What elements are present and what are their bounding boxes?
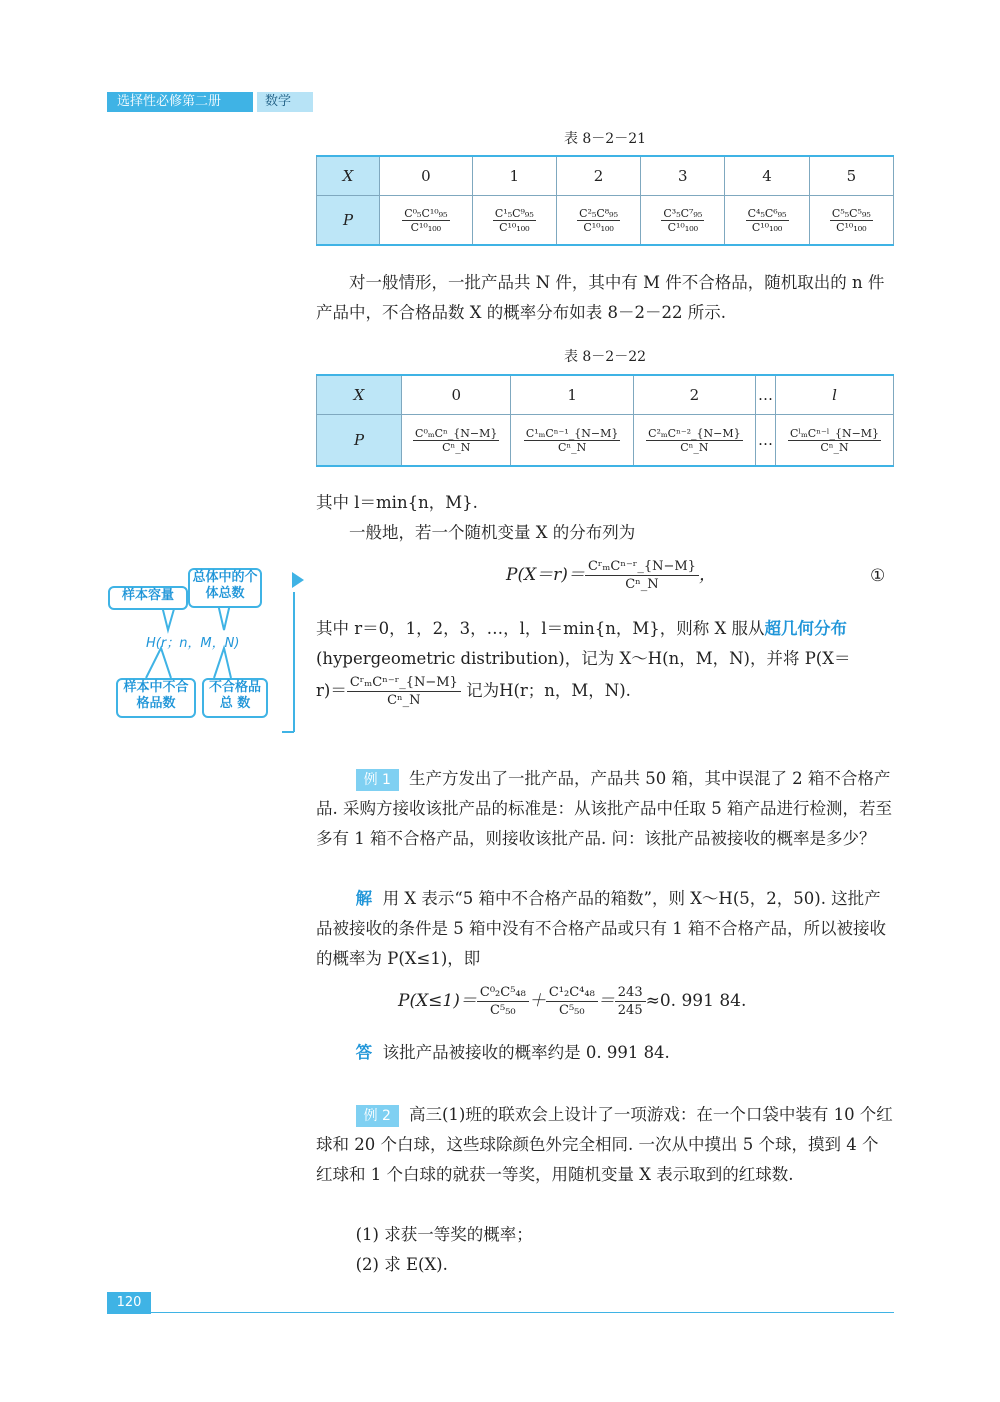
frac-den: C¹⁰₁₀₀ xyxy=(410,220,442,234)
general-intro: 一般地，若一个随机变量 X 的分布列为 xyxy=(349,523,636,542)
example2-q2: (2) 求 E(X). xyxy=(355,1255,448,1274)
table1-p-cell xyxy=(472,196,556,246)
frac-den: C¹⁰₁₀₀ xyxy=(836,220,867,234)
frac-den: Cⁿ_N xyxy=(442,440,471,454)
table2-p-cell xyxy=(633,415,755,467)
frac-num: C²₅C⁸₉₅ xyxy=(579,206,619,220)
frac-den: C¹⁰₁₀₀ xyxy=(499,220,530,234)
frac-num: C⁰ₘCⁿ_{N−M} xyxy=(415,426,498,440)
e1-eq: ＝ xyxy=(597,991,615,1011)
e1-formula-left: P(X≤1)＝ xyxy=(398,991,477,1011)
def-part1: 其中 r＝0，1，2，3，…，l，l＝min{n，M}，则称 X 服从 xyxy=(316,619,765,638)
table1-p-cell xyxy=(556,196,640,246)
table1-p-cell xyxy=(725,196,809,246)
e1-f3-den: 245 xyxy=(617,1003,643,1018)
def-frac-num: CʳₘCⁿ⁻ʳ_{N−M} xyxy=(347,674,461,692)
table1-x-cell: 2 xyxy=(556,156,640,196)
frac-num: C⁵₅C⁵₉₅ xyxy=(831,206,871,220)
pointer-defect-total xyxy=(214,648,231,678)
table2-p-cell xyxy=(776,415,894,467)
table1 xyxy=(316,155,894,246)
solution-label: 解 xyxy=(355,889,373,908)
table2-p-cell xyxy=(511,415,633,467)
table2-p-cell xyxy=(402,415,511,467)
example1-answer xyxy=(316,1038,894,1068)
arrow-marker-icon xyxy=(292,572,304,588)
frac-num: C⁰₅C¹⁰₉₅ xyxy=(404,206,448,220)
table1-caption: 表 8－2－21 xyxy=(563,131,647,147)
table1-x-cell: 3 xyxy=(641,156,725,196)
bubble-sample-size: 样本容量 xyxy=(108,586,188,610)
frac-num: C³₅C⁷₉₅ xyxy=(663,206,703,220)
min-definition: 其中 l＝min{n，M}. xyxy=(316,493,478,512)
table1-p-cell xyxy=(380,196,473,246)
frac-num: C¹ₘCⁿ⁻¹_{N−M} xyxy=(525,426,619,440)
answer-label: 答 xyxy=(355,1043,373,1062)
bubble-population-total: 总体中的个体总数 xyxy=(188,568,262,608)
paragraph-general-case: 对一般情形，一批产品共 N 件，其中有 M 件不合格品，随机取出的 n 件产品中，不合格品数 X 的概率分布如表 8－2－22 所示. xyxy=(316,273,885,322)
table1-x-cell: 4 xyxy=(725,156,809,196)
table2-p-cell xyxy=(756,415,776,467)
example1-badge: 例 1 xyxy=(356,769,399,791)
table1-p-label: P xyxy=(317,196,380,246)
page-header xyxy=(107,92,313,112)
table2-x-cell: 2 xyxy=(633,375,755,415)
def-part3-right: 记为H(r；n，M，N). xyxy=(460,681,631,700)
footer-rule xyxy=(151,1312,894,1313)
table1-p-cell xyxy=(809,196,893,246)
frac-den: C¹⁰₁₀₀ xyxy=(583,220,614,234)
table2-p-label: P xyxy=(317,415,402,467)
frac-num: C⁴₅C⁶₉₅ xyxy=(747,206,787,220)
e1-f3-num: 243 xyxy=(615,984,646,1002)
subject-label: 数学 xyxy=(257,92,313,112)
table2-x-label: X xyxy=(317,375,402,415)
ellipsis: … xyxy=(758,431,774,449)
def-part3-left: r)＝ xyxy=(316,681,347,700)
e1-f2-den: C⁵₅₀ xyxy=(559,1003,585,1018)
example1-body: 生产方发出了一批产品，产品共 50 箱，其中误混了 2 箱不合格产品. 采购方接收该批产品的标准是：从该批产品中任取 5 箱产品进行检测，若至多有 1 箱不合格产品，则接收该批产品. 问：该批产品被接收的概率是多少？ xyxy=(316,769,892,848)
answer-body: 该批产品被接收的概率约是 0. 991 84. xyxy=(382,1043,670,1062)
table1-x-cell: 0 xyxy=(380,156,473,196)
side-formula: H(r；n，M，N) xyxy=(146,636,240,651)
table1-x-cell: 5 xyxy=(809,156,893,196)
pointer-sample-defects xyxy=(146,648,171,678)
table2-caption: 表 8－2－22 xyxy=(563,349,647,365)
e1-f1-num: C⁰₂C⁵₄₈ xyxy=(477,984,529,1002)
frac-den: C¹⁰₁₀₀ xyxy=(667,220,699,234)
e1-approx: ≈0. 991 84. xyxy=(645,991,747,1011)
bubble-sample-defects: 样本中不合格品数 xyxy=(116,678,196,718)
table2-x-cell: 1 xyxy=(511,375,633,415)
definition-paragraph xyxy=(316,614,894,709)
formula-tag: ① xyxy=(870,566,886,586)
table2-x-cell: 0 xyxy=(402,375,511,415)
formula-den: Cⁿ_N xyxy=(625,577,659,592)
keyword-hypergeometric: 超几何分布 xyxy=(764,619,847,638)
example2-text xyxy=(316,1100,894,1190)
page-number: 120 xyxy=(107,1292,151,1314)
bubble-defect-total: 不合格品总 数 xyxy=(202,678,268,718)
formula-num: CʳₘCⁿ⁻ʳ_{N−M} xyxy=(585,558,699,576)
e1-f2-num: C¹₂C⁴₄₈ xyxy=(546,984,598,1002)
frac-num: C²ₘCⁿ⁻²_{N−M} xyxy=(648,426,741,440)
formula-hypergeometric xyxy=(506,558,716,593)
frac-den: C¹⁰₁₀₀ xyxy=(751,220,783,234)
table2-x-cell: … xyxy=(756,375,776,415)
example2-q1: (1) 求获一等奖的概率； xyxy=(355,1225,533,1244)
frac-num: CˡₘCⁿ⁻ˡ_{N−M} xyxy=(789,426,880,440)
formula-left: P(X＝r)＝ xyxy=(506,565,585,585)
formula-tail: ， xyxy=(698,565,716,585)
example1-formula xyxy=(398,984,746,1019)
example1-solution xyxy=(316,884,894,974)
table2 xyxy=(316,374,894,467)
frac-den: Cⁿ_N xyxy=(820,440,849,454)
table2-x-cell: l xyxy=(776,375,894,415)
table1-x-label: X xyxy=(317,156,380,196)
table1-p-cell xyxy=(641,196,725,246)
frac-num: C¹₅C⁹₉₅ xyxy=(494,206,534,220)
def-part2: (hypergeometric distribution)，记为 X～H(n，M，N)，并将 P(X＝ xyxy=(316,649,851,668)
e1-plus: ＋ xyxy=(528,991,546,1011)
frac-den: Cⁿ_N xyxy=(557,440,587,454)
e1-f1-den: C⁵₅₀ xyxy=(490,1003,516,1018)
example2-badge: 例 2 xyxy=(356,1105,399,1127)
table1-x-cell: 1 xyxy=(472,156,556,196)
book-title: 选择性必修第二册 xyxy=(107,92,253,112)
example2-body: 高三(1)班的联欢会上设计了一项游戏：在一个口袋中装有 10 个红球和 20 个白球，这些球除颜色外完全相同. 一次从中摸出 5 个球，摸到 4 个红球和 1 个白球的就获一等奖，用随机变量 X 表示取到的红球数. xyxy=(316,1105,893,1184)
solution-body: 用 X 表示“5 箱中不合格产品的箱数”，则 X～H(5，2，50). 这批产品被接收的条件是 5 箱中没有不合格产品或只有 1 箱不合格产品，所以被接收的概率为 P(X≤1)，即 xyxy=(316,889,886,968)
example1-text xyxy=(316,764,894,854)
def-frac-den: Cⁿ_N xyxy=(387,693,421,708)
frac-den: Cⁿ_N xyxy=(680,440,709,454)
side-note-diagram xyxy=(106,560,306,735)
